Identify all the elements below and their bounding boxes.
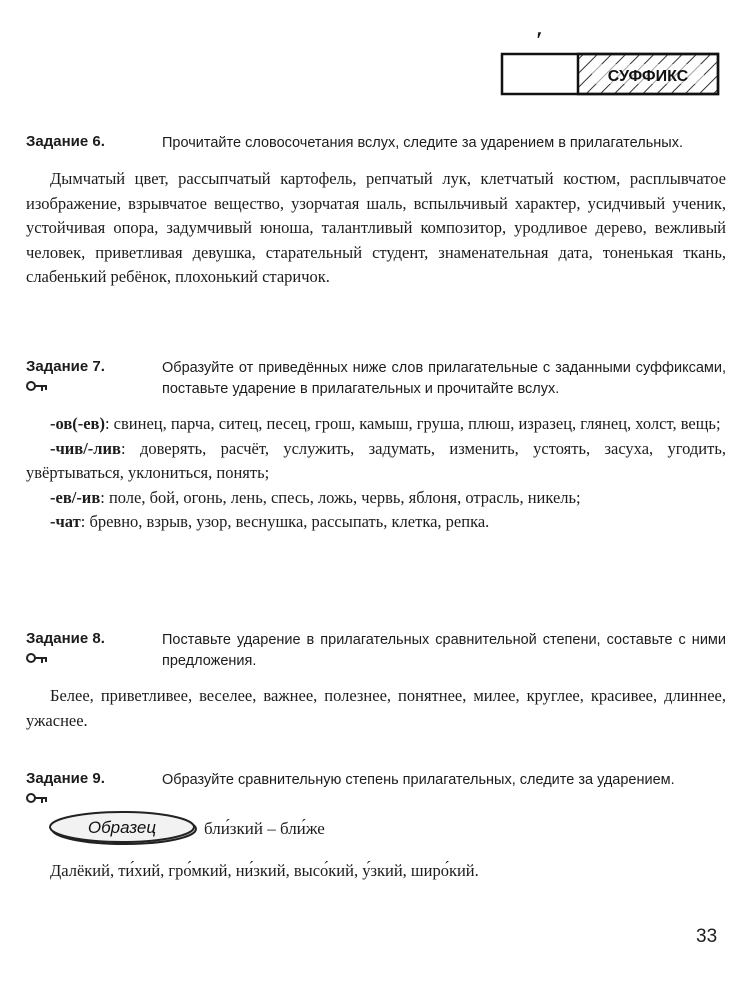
suffix-label: СУФФИКС — [607, 68, 689, 85]
task-9 — [26, 770, 726, 884]
sample-text: бли́зкий – бли́же — [204, 819, 325, 838]
task-9-body: Далёкий, ти́хий, гро́мкий, ни́зкий, высо́кий, у́зкий, широ́кий. — [50, 861, 479, 880]
task-6-instruction: Прочитайте словосочетания вслух, следите за ударением в прилагательных. — [162, 135, 683, 151]
suffix-group-suffix: -ев/-ив — [50, 487, 101, 507]
task-6-body: Дымчатый цвет, рассыпчатый картофель, репчатый лук, клетчатый костюм, расплывчатое изображение, взрывчатое вещество, узорчатая шаль, вспыльчивый характер, усидчивый ученик, устойчивая опора, задумчивый юноша, талантливый композитор, уродливое дерево, вежливый человек, приветливая девушка, старательный студент, знаменательная дата, тоненькая ткань, слабенький ребёнок, плохонький старичок. — [26, 169, 726, 286]
suffix-group-words: : бревно, взрыв, узор, веснушка, рассыпать, клетка, репка. — [80, 512, 490, 531]
task-8-body: Белее, приветливее, веселее, важнее, полезнее, понятнее, милее, круглее, красивее, длиннее, ужаснее. — [26, 686, 726, 730]
suffix-group — [26, 437, 726, 486]
suffix-group-suffix: -чат — [50, 512, 81, 531]
suffix-group-words: : поле, бой, огонь, лень, спесь, ложь, червь, яблоня, отрасль, никель; — [100, 487, 581, 507]
task-6 — [26, 133, 726, 290]
page-number: 33 — [696, 926, 718, 947]
key-icon — [26, 380, 48, 395]
suffix-group — [26, 510, 726, 535]
key-icon — [26, 792, 48, 807]
task-8 — [26, 630, 726, 733]
task-7 — [26, 358, 726, 535]
key-icon — [26, 652, 48, 667]
suffix-group-suffix: -чив/-лив — [50, 438, 121, 458]
suffix-diagram — [500, 28, 720, 96]
sample-block — [26, 811, 726, 855]
task-7-instruction: Образуйте от приведённых ниже слов прилагательные с заданными суффиксами, поставьте ударение в прилагательных и прочитайте вслух. — [162, 360, 726, 397]
task-8-instruction: Поставьте ударение в прилагательных сравнительной степени, составьте с ними предложения. — [162, 632, 726, 669]
suffix-group-words: : доверять, расчёт, услужить, задумать, изменить, устоять, засуха, угодить, увёртываться, уклониться, понять; — [26, 438, 726, 482]
suffix-group-words: : свинец, парча, ситец, песец, грош, камыш, груша, плюш, изразец, глянец, холст, вещь; — [104, 414, 721, 433]
suffix-box-graphic — [500, 52, 720, 96]
suffix-group-suffix: -ов(-ев) — [50, 414, 105, 433]
accent-mark: ʹ — [536, 28, 543, 54]
sample-label: Образец — [87, 818, 157, 837]
suffix-group — [26, 486, 726, 511]
task-8-label: Задание 8. — [26, 630, 105, 647]
task-9-instruction: Образуйте сравнительную степень прилагательных, следите за ударением. — [162, 772, 675, 788]
task-7-label: Задание 7. — [26, 358, 105, 375]
suffix-group — [26, 412, 726, 437]
sample-badge — [48, 811, 198, 847]
task-9-label: Задание 9. — [26, 770, 105, 787]
task-6-label: Задание 6. — [26, 133, 105, 150]
